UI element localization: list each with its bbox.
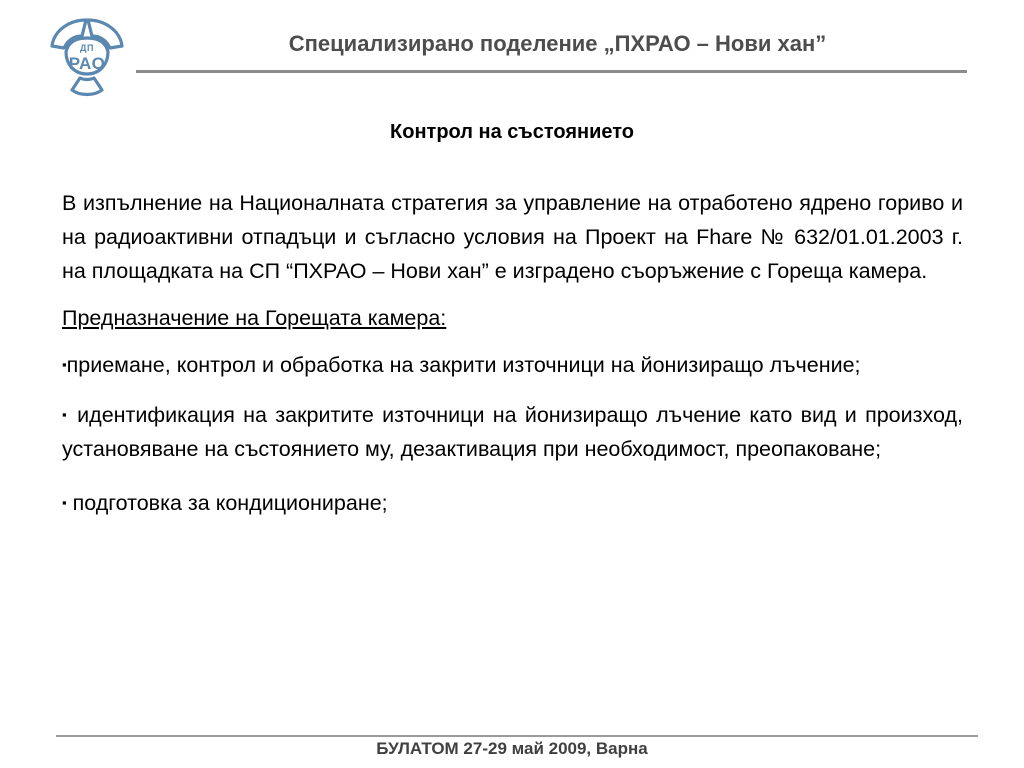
list-item-text: идентификация на закритите източници на йонизиращо лъчение като вид и произход, установяване на състоянието му, дезактивация при необходимост, преопаковане; [62,403,964,461]
bullet-square-icon: ▪ [62,407,69,422]
header-divider [136,70,967,73]
bullet-square-icon: ▪ [62,357,67,372]
header-title: Специализирано поделение „ПХРАО – Нови хан” [288,31,827,56]
logo-small-text: ДП [80,43,94,53]
purpose-subheading: Предназначение на Горещата камера: [62,306,447,330]
bullet-square-icon: ▪ [62,495,67,510]
list-item-text: подготовка за кондициониране; [72,491,388,515]
list-item [62,348,963,382]
footer-divider [56,735,978,737]
rao-logo [44,16,130,98]
content-body [62,186,963,520]
logo-main-text: РАО [68,54,106,73]
footer-text: БУЛАТОМ 27-29 май 2009, Варна [376,739,648,758]
intro-paragraph: В изпълнение на Националната стратегия за управление на отработено ядрено гориво и на радиоактивни отпадъци и съгласно условия на Проект на Fhare № 632/01.01.2003 г. на площадката на СП “ПХРАО – Нови хан” е изградено съоръжение с Гореща камера. [62,191,963,283]
section-title: Контрол на състоянието [390,121,634,143]
list-item [62,486,963,520]
list-item [62,398,963,466]
list-item-text: приемане, контрол и обработка на закрити източници на йонизиращо лъчение; [66,353,861,377]
